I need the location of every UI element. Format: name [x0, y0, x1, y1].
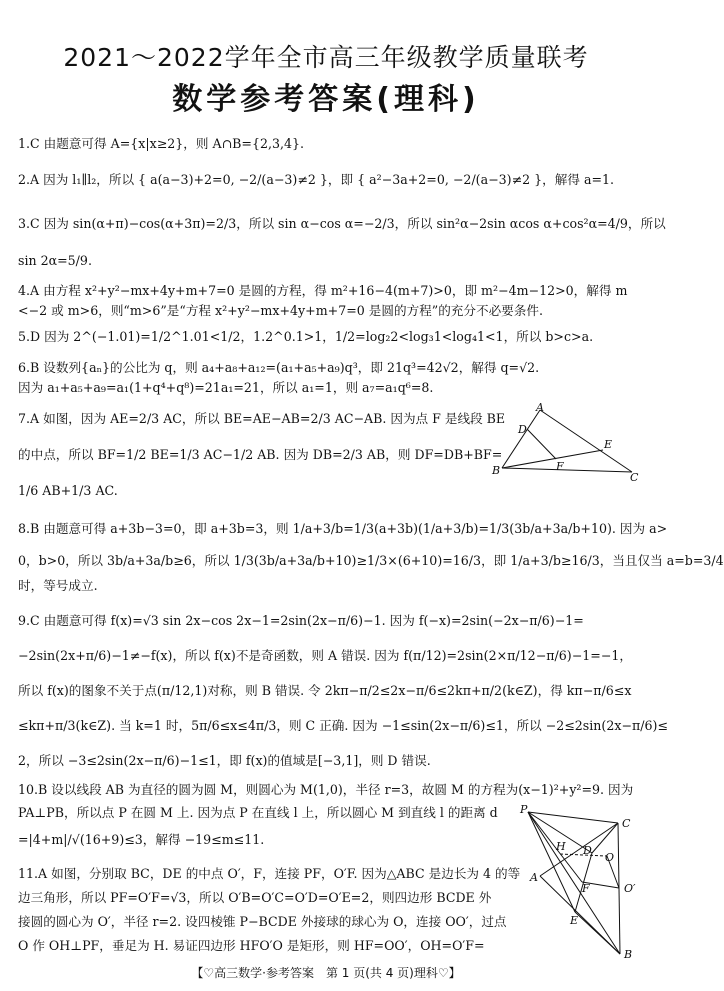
- fig7-label-f: F: [556, 460, 564, 473]
- fig7-segment-df: [527, 429, 556, 459]
- answer-2-line-1: 2.A 因为 l₁∥l₂，所以 { a(a−3)+2=0, −2/(a−3)≠2 }，即 { a²−3a+2=0, −2/(a−3)≠2 }，解得 a=1.: [18, 172, 615, 187]
- answer-9-line-1: 9.C 由题意可得 f(x)=√3 sin 2x−cos 2x−1=2sin(2x−π/6)−1. 因为 f(−x)=2sin(−2x−π/6)−1=: [18, 613, 584, 628]
- answer-11-line-4: O 作 OH⊥PF，垂足为 H. 易证四边形 HFO′O 是矩形，则 HF=OO′，OH=O′F=: [18, 938, 485, 953]
- fig11-edge-pb: [528, 812, 620, 954]
- fig11-label-h: H: [556, 840, 566, 853]
- answer-8-line-1: 8.B 由题意可得 a+3b−3=0，即 a+3b=3，则 1/a+3/b=1/3(a+3b)(1/a+3/b)=1/3(3b/a+3a/b+10). 因为 a>: [18, 521, 668, 536]
- fig7-edge-ac: [540, 410, 632, 472]
- fig11-label-p: P: [520, 803, 528, 816]
- answer-9-line-5: 2，所以 −3≤2sin(2x−π/6)−1≤1，即 f(x)的值域是[−3,1]，则 D 错误.: [18, 753, 431, 768]
- answer-8-line-3: 时，等号成立.: [18, 578, 98, 593]
- fig7-edge-bc: [502, 468, 632, 472]
- answer-3-line-2: sin 2α=5/9.: [18, 253, 92, 268]
- answer-7-line-2: 的中点，所以 BF=1/2 BE=1/3 AC−1/2 AB. 因为 DB=2/3 AB，则 DF=DB+BF=: [18, 447, 503, 462]
- page-subtitle: 数学参考答案(理科): [172, 82, 480, 117]
- fig7-label-e: E: [604, 438, 613, 451]
- answer-10-line-3: =|4+m|/√(16+9)≤3，解得 −19≤m≤11.: [18, 832, 265, 847]
- page-title: 2021～2022学年全市高三年级教学质量联考: [63, 43, 589, 72]
- fig11-label-a: A: [530, 871, 538, 884]
- answer-3-line-1: 3.C 因为 sin(α+π)−cos(α+3π)=2/3，所以 sin α−cos α=−2/3，所以 sin²α−2sin αcos α+cos²α=4/9，所以: [18, 216, 666, 231]
- answer-8-line-2: 0，b>0，所以 3b/a+3a/b≥6，所以 1/3(3b/a+3a/b+10)≥1/3×(6+10)=16/3，即 1/a+3/b≥16/3，当且仅当 a=b=3/4: [18, 553, 724, 568]
- answer-7-line-3: 1/6 AB+1/3 AC.: [18, 483, 118, 498]
- answer-7-line-1: 7.A 如图，因为 AE=2/3 AC，所以 BE=AE−AB=2/3 AC−AB. 因为点 F 是线段 BE: [18, 411, 506, 426]
- fig11-edge-pc: [528, 812, 618, 823]
- answer-6-line-1: 6.B 设数列{aₙ}的公比为 q，则 a₄+a₈+a₁₂=(a₁+a₅+a₉)q³，即 21q³=42√2，解得 q=√2.: [18, 360, 540, 375]
- answer-10-line-2: PA⊥PB，所以点 P 在圆 M 上. 因为点 P 在直线 l 上，所以圆心 M 到直线 l 的距离 d: [18, 805, 498, 820]
- answer-4-line-2: <−2 或 m>6，则“m>6”是“方程 x²+y²−mx+4y+m+7=0 是圆的方程”的充分不必要条件.: [18, 303, 543, 318]
- answer-6-line-2: 因为 a₁+a₅+a₉=a₁(1+q⁴+q⁸)=21a₁=21，所以 a₁=1，则 a₇=a₁q⁶=8.: [18, 380, 434, 395]
- fig11-edge-cb: [618, 823, 620, 954]
- figure-11-pyramid: [520, 804, 645, 960]
- answer-4-line-1: 4.A 由方程 x²+y²−mx+4y+m+7=0 是圆的方程，得 m²+16−4(m+7)>0，即 m²−4m−12>0，解得 m: [18, 283, 628, 298]
- answer-9-line-2: −2sin(2x+π/6)−1≠−f(x)，所以 f(x)不是奇函数，则 A 错误. 因为 f(π/12)=2sin(2×π/12−π/6)−1=−1，: [18, 648, 632, 663]
- fig7-label-d: D: [518, 423, 527, 436]
- fig11-label-e: E: [570, 914, 579, 927]
- fig7-label-c: C: [630, 471, 639, 484]
- answer-11-line-2: 边三角形，所以 PF=O′F=√3，所以 O′B=O′C=O′D=O′E=2，则四边形 BCDE 外: [18, 890, 492, 905]
- fig11-label-b: B: [624, 948, 633, 961]
- answer-1-line-1: 1.C 由题意可得 A={x|x≥2}，则 A∩B={2,3,4}.: [18, 136, 305, 151]
- fig7-label-b: B: [492, 464, 501, 477]
- figure-7-triangle: [490, 402, 640, 482]
- fig7-segment-be: [502, 450, 603, 468]
- answer-11-line-3: 接圆的圆心为 O′，半径 r=2. 设四棱锥 P−BCDE 外接球的球心为 O，连接 OO′，过点: [18, 914, 507, 929]
- fig11-label-d: D: [583, 844, 592, 857]
- answer-10-line-1: 10.B 设以线段 AB 为直径的圆为圆 M，则圆心为 M(1,0)，半径 r=3，故圆 M 的方程为(x−1)²+y²=9. 因为: [18, 782, 634, 797]
- answer-9-line-4: ≤kπ+π/3(k∈Z). 当 k=1 时，5π/6≤x≤4π/3，则 C 正确. 因为 −1≤sin(2x−π/6)≤1，所以 −2≤2sin(2x−π/6)≤: [18, 718, 668, 733]
- fig11-edge-eb: [575, 912, 620, 954]
- fig11-label-c: C: [622, 817, 631, 830]
- fig7-label-a: A: [536, 401, 544, 414]
- fig11-label-f: F: [582, 882, 590, 895]
- fig7-edge-ab: [502, 410, 540, 468]
- fig11-label-o: O: [605, 851, 615, 864]
- answer-9-line-3: 所以 f(x)的图象不关于点(π/12,1)对称，则 B 错误. 令 2kπ−π/2≤2x−π/6≤2kπ+π/2(k∈Z)，得 kπ−π/6≤x: [18, 683, 632, 698]
- answer-11-line-1: 11.A 如图，分别取 BC，DE 的中点 O′，F，连接 PF，O′F. 因为△ABC 是边长为 4 的等: [18, 866, 521, 881]
- page-footer: 【♡高三数学·参考答案 第 1 页(共 4 页)理科♡】: [191, 966, 461, 980]
- fig11-label-o-prime: O′: [624, 882, 636, 895]
- answer-5-line-1: 5.D 因为 2^(−1.01)=1/2^1.01<1/2，1.2^0.1>1，1/2=log₂2<log₃1<log₄1<1，所以 b>c>a.: [18, 329, 594, 344]
